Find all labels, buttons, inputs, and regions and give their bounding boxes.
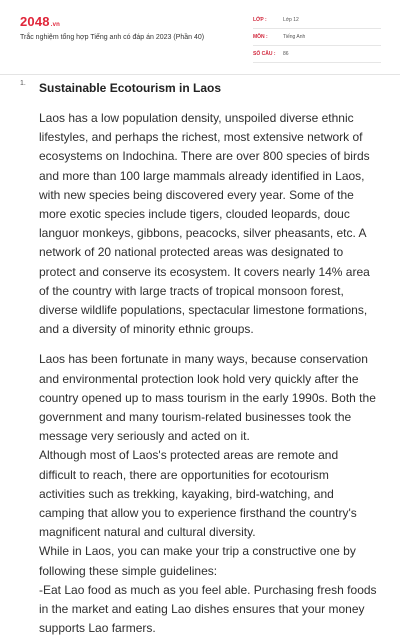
question-content <box>39 78 381 638</box>
meta-value: 86 <box>283 51 289 57</box>
page-subtitle: Trắc nghiệm tổng hợp Tiếng anh có đáp án 2023 (Phần 40) <box>20 34 205 41</box>
meta-value: Tiếng Anh <box>283 34 306 40</box>
meta-key: MÔN : <box>253 34 268 40</box>
meta-value: Lớp 12 <box>283 17 299 23</box>
page-header <box>0 0 400 75</box>
meta-key: LỚP : <box>253 17 267 23</box>
logo-suffix: .vn <box>50 22 61 28</box>
passage-title: Sustainable Ecotourism in Laos <box>39 81 222 95</box>
paragraph-spacer <box>39 339 381 350</box>
meta-key: SỐ CÂU : <box>253 51 276 57</box>
meta-row-class <box>253 12 381 29</box>
passage-paragraph-2: Laos has been fortunate in many ways, because conservation and environmental protection look hold very quickly after the country opened up to mass tourism in the early 1990s. Both the government and many tourism-related businesses took the message very seriously and acted on it. Although most of Laos's protected areas are remote and difficult to reach, there are opportunities for ecotourism activities such as trekking, kayaking, bird-watching, and camping that allow you to experience firsthand the country's magnificent natural and cultural diversity. While in Laos, you can make your trip a constructive one by following these simple guidelines: -Eat Lao food as much as you feel able. Purchasing fresh foods in the market and eating Lao dishes ensures that your money supports Lao farmers. <box>39 352 377 636</box>
meta-info <box>253 12 381 63</box>
site-logo[interactable] <box>20 14 60 29</box>
question-number: 1. <box>20 80 26 87</box>
meta-row-count <box>253 46 381 63</box>
passage-paragraph-1: Laos has a low population density, unspoiled diverse ethnic lifestyles, and perhaps the richest, most extensive network of ecosystems on Indochina. There are over 800 species of birds and more than 100 large mammals already identified in Laos, with new species being discovered every year. Some of the more exotic species include tigers, clouded leopards, douc languor monkeys, gibbons, peacocks, silver pheasants, etc. A network of 20 national protected areas was designated to protect and conserve its ecosystem. It covers nearly 14% area of the country with large tracts of tropical monsoon forest, diverse wildlife populations, spectacular limestone formations, and a diversity of minority ethnic groups. <box>39 111 370 337</box>
meta-row-subject <box>253 29 381 46</box>
logo-text: 2048 <box>20 14 50 29</box>
